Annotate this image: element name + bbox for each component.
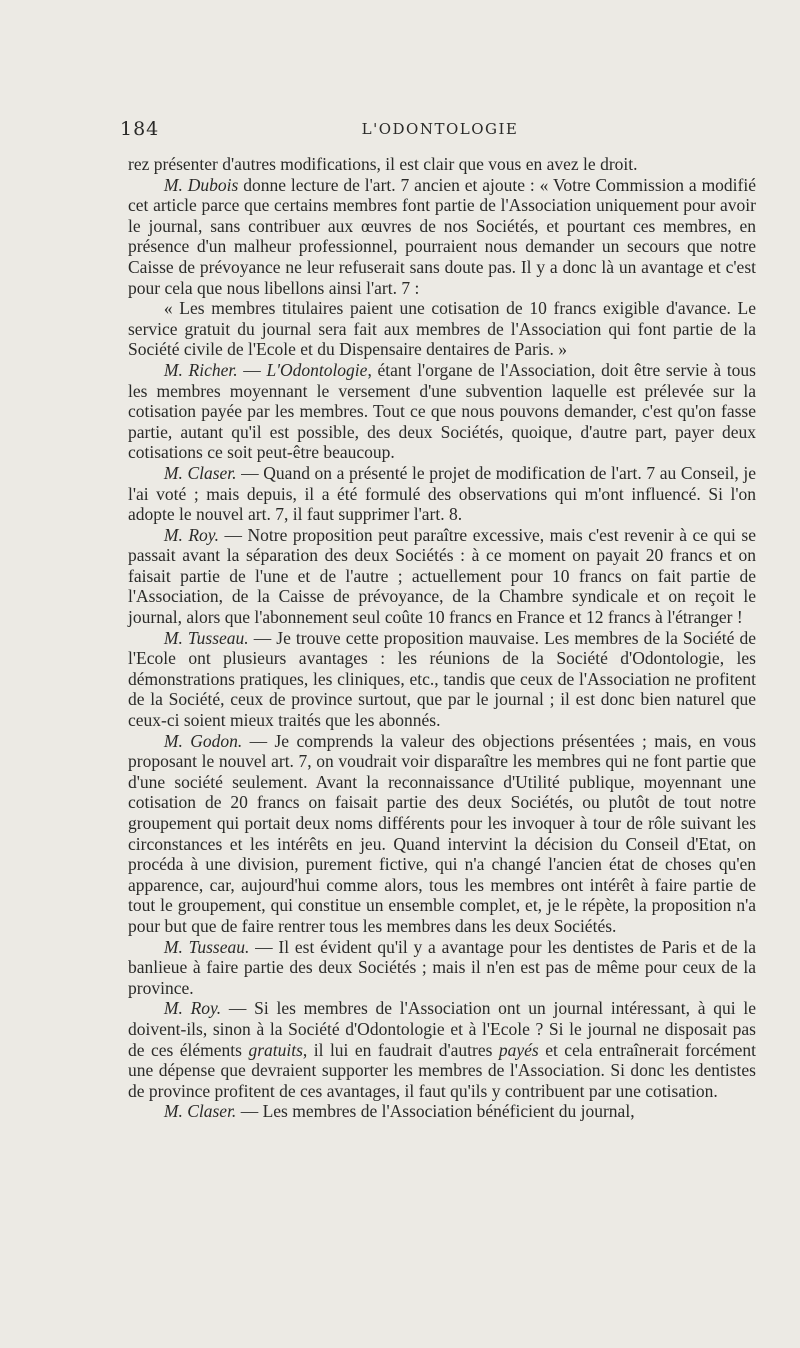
italic-word: payés (498, 1039, 539, 1060)
running-head: L'ODONTOLOGIE (361, 120, 519, 138)
speaker: M. Tusseau. (163, 936, 250, 957)
paragraph-text: — Il est évident qu'il y a avantage pour les dentistes de Paris et de la banlieue à faire partie des deux Sociétés ; mais il n'en est pas de même pour ceux de la province. (128, 936, 756, 998)
italic-word: gratuits (248, 1039, 303, 1060)
page-number: 184 (120, 118, 160, 140)
paragraph-text: — (237, 359, 267, 380)
paragraph (128, 525, 756, 628)
paragraph (128, 154, 756, 175)
paragraph (128, 298, 756, 360)
paragraph (128, 360, 756, 463)
paragraph-text: et cela entraînerait forcément une dépense que devraient supporter les membres de l'Association. Si donc les dentistes de province profitent de ces avantages, il faut qu'ils y contribuent par une cotisation. (128, 1039, 756, 1101)
paragraph (128, 998, 756, 1101)
paragraph-text: — Quand on a présenté le projet de modification de l'art. 7 au Conseil, je l'ai voté ; mais depuis, il a été formulé des observations qui m'ont influencé. Si l'on adopte le nouvel art. 7, il faut supprimer l'art. 8. (128, 462, 756, 525)
speaker: M. Tusseau. (163, 627, 249, 648)
paragraph-text: « Les membres titulaires paient une cotisation de 10 francs exigible d'avance. Le service gratuit du journal sera fait aux membres de l'Association qui font partie de la Société civile de l'Ecole et du Dispensaire dentaires de Paris. » (128, 298, 756, 360)
speaker: M. Claser. (163, 1101, 237, 1122)
paragraph-text: , il lui en faudrait d'autres (302, 1039, 499, 1060)
speaker: M. Richer. (163, 359, 238, 380)
paragraph-text: , étant l'organe de l'Association, doit être servie à tous les membres moyennant le versement d'une subvention laquelle est prélevée sur la cotisation payée par les membres. Tout ce que nous pouvons demander, c'est qu'on fasse partie, autant qu'il est possible, des deux Sociétés, quoique, d'autre part, payer deux cotisations ce soit peut-être beaucoup. (128, 359, 756, 463)
page-header (120, 118, 760, 142)
paragraph (128, 463, 756, 525)
paragraph-text: — Je trouve cette proposition mauvaise. Les membres de la Société de l'Ecole ont plusieurs avantages : les réunions de la Société d'Odontologie, les démonstrations pratiques, les cliniques, etc., tandis que ceux de l'Association ne profitent de la Société, ceux de province surtout, que par le journal ; il est donc bien naturel que ceux-ci soient mieux traités que les abonnés. (128, 627, 756, 731)
paragraph (128, 1101, 756, 1122)
speaker: M. Godon. (163, 730, 243, 751)
speaker: M. Roy. (163, 524, 219, 545)
paragraph (128, 937, 756, 999)
paragraph-text: donne lecture de l'art. 7 ancien et ajoute : « Votre Commission a modifié cet article parce que certains membres font partie de l'Association uniquement pour avoir le journal, sans contribuer aux œuvres de nos Sociétés, et pourtant ces membres, en présence d'un malheur professionnel, pourraient nous demander un secours que notre Caisse de prévoyance ne leur refuserait sans doute pas. Il y a donc là un avantage et c'est pour cela que nous libellons ainsi l'art. 7 : (128, 174, 756, 298)
body-text (128, 154, 756, 1122)
speaker: M. Claser. (163, 462, 237, 483)
italic-title: L'Odontologie (266, 359, 368, 380)
paragraph-text: — Les membres de l'Association bénéficient du journal, (236, 1101, 635, 1122)
speaker: M. Roy. (163, 998, 222, 1019)
paragraph-text: rez présenter d'autres modifications, il est clair que vous en avez le droit. (128, 154, 638, 174)
paragraph (128, 628, 756, 731)
paragraph (128, 175, 756, 299)
paragraph-text: — Je comprends la valeur des objections présentées ; mais, en vous proposant le nouvel art. 7, on voudrait voir disparaître les membres qui ne font partie que d'une société seulement. Avant la reconnaissance d'Utilité publique, moyennant une cotisation de 20 francs on faisait partie des deux Sociétés, ou plutôt de tout notre groupement qui portait deux noms différents pour les invoquer à tour de rôle suivant les circonstances et les intérêts en jeu. Quand intervint la décision du Conseil d'Etat, on procéda à une division, purement fictive, qui n'a changé l'ancien état de choses qu'en apparence, car, aujourd'hui comme alors, tous les membres ont intérêt à faire partie de tout le groupement, qui constitue un ensemble complet, et, je le répète, la proposition n'a pour but que de faire rentrer tous les membres dans les deux Sociétés. (128, 730, 756, 936)
paragraph (128, 731, 756, 937)
paragraph-text: — Notre proposition peut paraître excessive, mais c'est revenir à ce qui se passait avant la séparation des deux Sociétés : à ce moment on payait 20 francs et on faisait partie de l'une et de l'autre ; actuellement pour 10 francs on fait partie de l'Association, de la Caisse de prévoyance, de la Chambre syndicale et on reçoit le journal, alors que l'abonnement seul coûte 10 francs en France et 12 francs à l'étranger ! (128, 524, 756, 628)
speaker: M. Dubois (163, 174, 239, 195)
paragraph-text: — Si les membres de l'Association ont un journal intéressant, à qui le doivent-ils, sinon à la Société d'Odontologie et à l'Ecole ? Si le journal ne disposait pas de ces éléments (128, 998, 756, 1060)
